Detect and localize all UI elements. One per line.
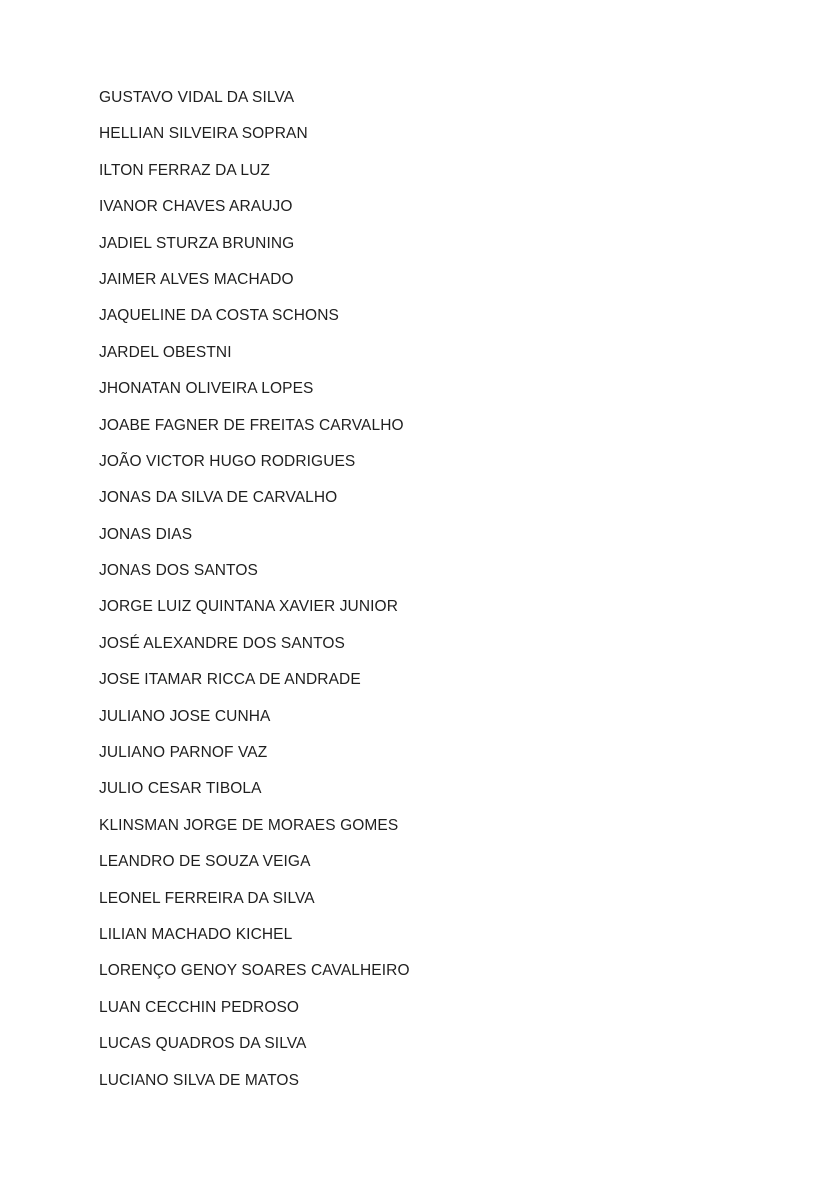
list-item: LILIAN MACHADO KICHEL xyxy=(99,925,293,943)
name-list xyxy=(99,86,410,1105)
list-item: LUAN CECCHIN PEDROSO xyxy=(99,998,300,1016)
list-item: KLINSMAN JORGE DE MORAES GOMES xyxy=(99,816,399,834)
list-item: JULIO CESAR TIBOLA xyxy=(99,780,262,798)
list-item: GUSTAVO VIDAL DA SILVA xyxy=(99,89,295,106)
list-item: JAIMER ALVES MACHADO xyxy=(99,270,294,288)
list-item: JULIANO JOSE CUNHA xyxy=(99,707,271,725)
list-item: LEONEL FERREIRA DA SILVA xyxy=(99,889,315,907)
list-item: JOÃO VICTOR HUGO RODRIGUES xyxy=(99,452,356,470)
list-item: JAQUELINE DA COSTA SCHONS xyxy=(99,307,339,325)
list-item: JORGE LUIZ QUINTANA XAVIER JUNIOR xyxy=(99,598,398,616)
list-item: JULIANO PARNOF VAZ xyxy=(99,744,268,762)
list-item: HELLIAN SILVEIRA SOPRAN xyxy=(99,125,308,143)
list-item: JOSE ITAMAR RICCA DE ANDRADE xyxy=(99,671,361,689)
list-item: JADIEL STURZA BRUNING xyxy=(99,234,295,252)
list-item: JONAS DIAS xyxy=(99,525,193,543)
list-item: JONAS DOS SANTOS xyxy=(99,562,258,580)
list-item: LUCIANO SILVA DE MATOS xyxy=(99,1071,300,1089)
list-item: LORENÇO GENOY SOARES CAVALHEIRO xyxy=(99,962,410,980)
list-item: JHONATAN OLIVEIRA LOPES xyxy=(99,380,314,398)
list-item: ILTON FERRAZ DA LUZ xyxy=(99,161,270,179)
list-item: JOSÉ ALEXANDRE DOS SANTOS xyxy=(99,634,345,652)
list-item: LEANDRO DE SOUZA VEIGA xyxy=(99,853,311,871)
list-item: JONAS DA SILVA DE CARVALHO xyxy=(99,489,338,507)
list-item: LUCAS QUADROS DA SILVA xyxy=(99,1035,307,1053)
list-item: JOABE FAGNER DE FREITAS CARVALHO xyxy=(99,416,404,434)
list-item: JARDEL OBESTNI xyxy=(99,343,232,361)
list-item: IVANOR CHAVES ARAUJO xyxy=(99,198,293,216)
